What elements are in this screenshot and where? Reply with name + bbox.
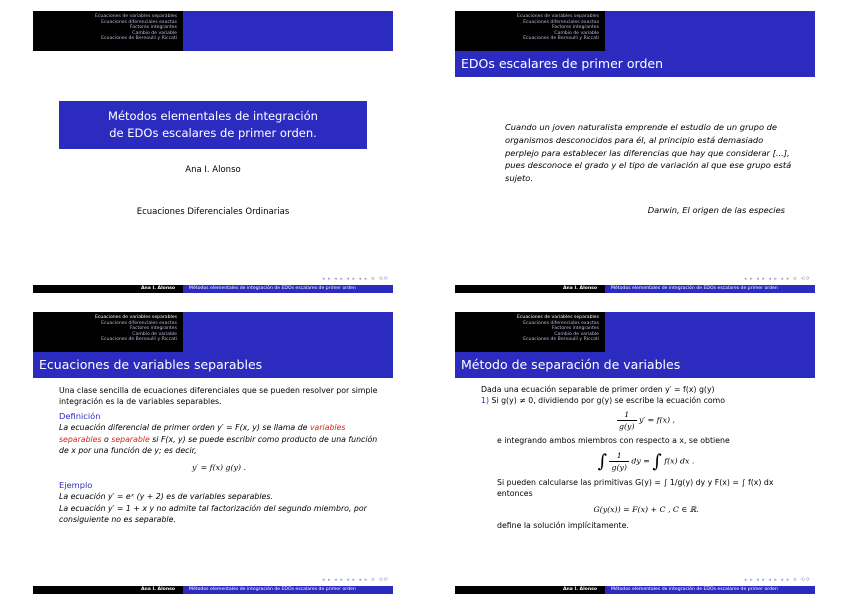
- nav-section-item[interactable]: Cambio de variable: [132, 331, 177, 337]
- slide-body: [481, 384, 811, 531]
- nav-section-item[interactable]: Ecuaciones diferenciales exactas: [101, 320, 177, 326]
- header-bar: [605, 11, 815, 51]
- slide-quote: [455, 11, 815, 293]
- equation-left: dy =: [631, 456, 650, 466]
- nav-section-item[interactable]: Cambio de variable: [554, 30, 599, 36]
- slide-separation-method: [455, 312, 815, 594]
- nav-section-item[interactable]: Ecuaciones de variables separables: [94, 14, 177, 19]
- section-nav: [33, 11, 183, 51]
- beamer-nav-icons[interactable]: ◂ ▸ ◂ ▸ ◂ ▸ ◂ ▸ ≡ ⟲⟳: [744, 276, 811, 282]
- header-bar: [605, 312, 815, 352]
- primitives-line: Si pueden calcularse las primitivas G(y) = ∫ 1/g(y) dy y F(x) = ∫ f(x) dx entonces: [497, 478, 774, 498]
- fraction-numerator: 1: [617, 409, 636, 421]
- equation-rest: y′ = f(x) ,: [638, 415, 675, 425]
- footer-title: Métodos elementales de integración de EDOs escalares de primer orden: [605, 285, 815, 293]
- nav-section-item[interactable]: Ecuaciones de Bernoulli y Riccati: [101, 337, 177, 343]
- example-2: La ecuación y′ = 1 + x y no admite tal factorización del segundo miembro, por consiguiente no es separable.: [59, 503, 367, 525]
- slide-body: [59, 385, 379, 525]
- footer-title: Métodos elementales de integración de EDOs escalares de primer orden: [183, 586, 393, 594]
- nav-section-item[interactable]: Cambio de variable: [132, 30, 177, 36]
- footer-author: Ana I. Alonso: [33, 586, 183, 594]
- nav-section-item[interactable]: Ecuaciones de Bernoulli y Riccati: [523, 36, 599, 42]
- frame-title: Ecuaciones de variables separables: [33, 352, 393, 378]
- equation-3: G(y(x)) = F(x) + C , C ∈ ℝ.: [593, 505, 699, 514]
- nav-section-item[interactable]: Ecuaciones de variables separables: [516, 14, 599, 19]
- step-text: Si g(y) ≠ 0, dividiendo por g(y) se escribe la ecuación como: [491, 396, 725, 405]
- nav-section-item[interactable]: Factores integrantes: [551, 326, 599, 332]
- step-number: 1): [481, 396, 490, 405]
- equation-2: [481, 450, 811, 473]
- fraction: [617, 409, 636, 432]
- integrate-line: e integrando ambos miembros con respecto a x, se obtiene: [497, 436, 730, 445]
- highlight-term: separable: [111, 434, 150, 444]
- step-1: [481, 395, 811, 406]
- definition-equation: y′ = f(x) g(y) .: [192, 463, 246, 473]
- conclusion-line: define la solución implícitamente.: [497, 521, 629, 530]
- slide-footer: [33, 285, 393, 293]
- slide-header: [455, 11, 815, 51]
- slide-title: [33, 11, 393, 293]
- course-name: Ecuaciones Diferenciales Ordinarias: [136, 207, 290, 217]
- definition-text: [59, 422, 379, 456]
- fraction-denominator: g(y): [611, 463, 627, 472]
- quote-attribution: Darwin, El origen de las especies: [647, 205, 785, 215]
- intro-paragraph: Una clase sencilla de ecuaciones diferenciales que se pueden resolver por simple integración es la de variables separables.: [59, 386, 378, 407]
- nav-section-item[interactable]: Factores integrantes: [129, 25, 177, 31]
- nav-section-item[interactable]: Ecuaciones de Bernoulli y Riccati: [101, 36, 177, 42]
- definition-part: La ecuación diferencial de primer orden y′ = F(x, y) se llama de: [59, 423, 308, 433]
- definition-title: Definición: [59, 410, 101, 421]
- footer-author: Ana I. Alonso: [455, 285, 605, 293]
- integral-sign: ∫: [597, 451, 607, 472]
- beamer-nav-icons[interactable]: ◂ ▸ ◂ ▸ ◂ ▸ ◂ ▸ ≡ ⟲⟳: [744, 577, 811, 583]
- slide-footer: [455, 586, 815, 594]
- slide-footer: [33, 586, 393, 594]
- equation-right: f(x) dx .: [664, 456, 695, 466]
- fraction-numerator: 1: [609, 450, 628, 462]
- nav-section-item[interactable]: Ecuaciones diferenciales exactas: [101, 19, 177, 25]
- fraction-denominator: g(y): [619, 422, 635, 431]
- footer-title: Métodos elementales de integración de EDOs escalares de primer orden: [183, 285, 393, 293]
- slide-header: [33, 312, 393, 352]
- quote-text: Cuando un joven naturalista emprende el estudio de un grupo de organismos desconocidos para él, al principio está demasiado perplejo para establecer las diferencias que hay que considerar [...], pues desconoce el grado y el tipo de variación al que ese grupo está sujeto.: [505, 122, 792, 184]
- nav-section-item[interactable]: Ecuaciones de variables separables: [94, 315, 177, 320]
- fraction: [609, 450, 628, 473]
- integral-sign: ∫: [652, 451, 662, 472]
- footer-author: Ana I. Alonso: [33, 285, 183, 293]
- footer-author: Ana I. Alonso: [455, 586, 605, 594]
- definition-part: o: [101, 434, 112, 444]
- intro-line: Dada una ecuación separable de primer orden y′ = f(x) g(y): [481, 385, 715, 394]
- nav-section-item[interactable]: Factores integrantes: [551, 25, 599, 31]
- example-title: Ejemplo: [59, 479, 93, 490]
- slide-separable: [33, 312, 393, 594]
- highlight-term: variables separables: [59, 423, 346, 444]
- nav-section-item[interactable]: Ecuaciones de Bernoulli y Riccati: [523, 337, 599, 343]
- title-line: Métodos elementales de integración: [108, 109, 318, 123]
- nav-section-item[interactable]: Ecuaciones diferenciales exactas: [523, 320, 599, 326]
- slide-header: [33, 11, 393, 51]
- presentation-title: [59, 101, 367, 149]
- nav-section-item[interactable]: Ecuaciones de variables separables: [516, 315, 599, 320]
- nav-section-item[interactable]: Ecuaciones diferenciales exactas: [523, 19, 599, 25]
- equation-1: [481, 409, 811, 432]
- nav-section-item[interactable]: Cambio de variable: [554, 331, 599, 337]
- section-nav: [455, 11, 605, 51]
- footer-title: Métodos elementales de integración de EDOs escalares de primer orden: [605, 586, 815, 594]
- header-bar: [183, 312, 393, 352]
- beamer-nav-icons[interactable]: ◂ ▸ ◂ ▸ ◂ ▸ ◂ ▸ ≡ ⟲⟳: [322, 577, 389, 583]
- nav-section-item[interactable]: Factores integrantes: [129, 326, 177, 332]
- definition-part: si F(x, y) se puede escribir como producto de una función de x por una función de y; es decir,: [59, 434, 378, 456]
- header-bar: [183, 11, 393, 51]
- section-nav: [33, 312, 183, 352]
- beamer-nav-icons[interactable]: ◂ ▸ ◂ ▸ ◂ ▸ ◂ ▸ ≡ ⟲⟳: [322, 276, 389, 282]
- title-line: de EDOs escalares de primer orden.: [109, 126, 317, 140]
- section-nav: [455, 312, 605, 352]
- frame-title: Método de separación de variables: [455, 352, 815, 378]
- example-1: La ecuación y′ = eˣ (y + 2) es de variables separables.: [59, 492, 273, 502]
- frame-title: EDOs escalares de primer orden: [455, 51, 815, 77]
- slide-header: [455, 312, 815, 352]
- author: Ana I. Alonso: [185, 165, 241, 175]
- slide-footer: [455, 285, 815, 293]
